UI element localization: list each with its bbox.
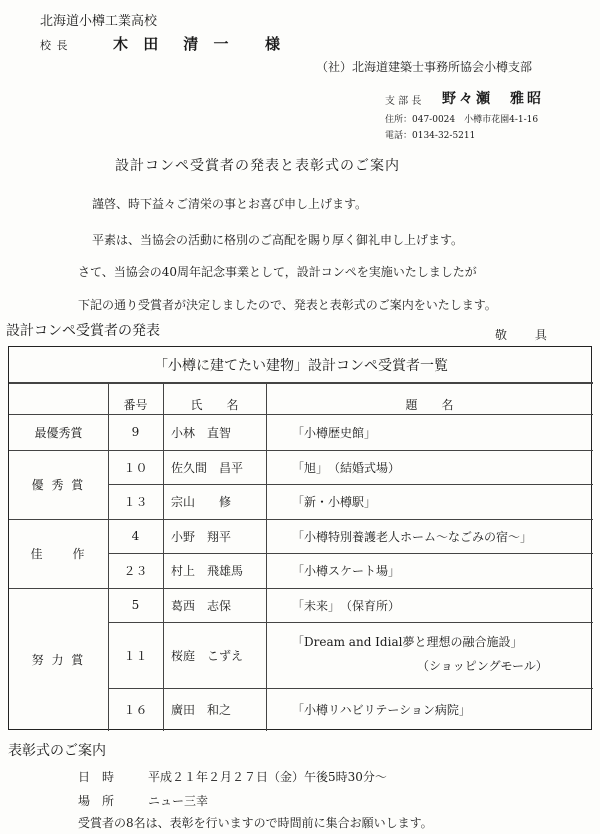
entry-number: １１ <box>123 648 148 663</box>
entry-number: 5 <box>131 598 140 612</box>
entry-name: 宗山 修 <box>171 495 232 509</box>
body-paragraph: 謹啓、時下益々ご清栄の事とお喜び申し上げます。 <box>92 197 368 211</box>
award-label: 努 力 賞 <box>31 653 86 667</box>
results-table <box>8 346 592 730</box>
letter-subject: 設計コンペ受賞者の発表と表彰式のご案内 <box>115 158 400 174</box>
ceremony-heading: 表彰式のご案内 <box>8 743 106 759</box>
award-label: 最優秀賞 <box>34 425 83 440</box>
recipient-title: 校 長 <box>40 39 69 52</box>
entry-title: 「Dream and Idial夢と理想の融合施設」 <box>292 634 523 649</box>
entry-name: 桜庭 こずえ <box>171 648 244 663</box>
entry-number: 9 <box>131 425 140 439</box>
sender-organization: （社）北海道建築士事務所協会小樽支部 <box>316 60 533 74</box>
recipient-honorific: 様 <box>265 35 281 53</box>
recipient-name: 木 田 清 一 <box>113 35 234 53</box>
entry-number: １６ <box>123 703 148 717</box>
award-label: 佳 作 <box>30 547 87 561</box>
sender-title: 支 部 長 <box>385 96 422 107</box>
entry-name: 葛西 志保 <box>171 598 232 613</box>
recipient-school: 北海道小樽工業高校 <box>40 14 158 29</box>
entry-title: 「小樽スケート場」 <box>292 564 401 578</box>
table-rule <box>9 382 593 384</box>
entry-name: 廣田 和之 <box>171 703 232 717</box>
sender-name: 野々瀬 雅昭 <box>442 91 544 107</box>
ceremony-place-value: ニュー三幸 <box>148 794 209 808</box>
body-paragraph: 下記の通り受賞者が決定しましたので、発表と表彰式のご案内をいたします。 <box>78 298 497 312</box>
announcement-heading: 設計コンペ受賞者の発表 <box>6 323 160 339</box>
body-paragraph: 平素は、当協会の活動に格別のご高配を賜り厚く御礼申し上げます。 <box>92 233 464 247</box>
sender-phone: 電話：0134-32-5211 <box>385 131 476 141</box>
sender-address: 住所：047-0024 小樽市花園4-1-16 <box>385 115 539 125</box>
ceremony-place-label: 場 所 <box>78 794 115 808</box>
header-title: 題 名 <box>405 397 454 412</box>
entry-number: １０ <box>123 460 148 475</box>
entry-title: 「小樽特別養護老人ホーム～なごみの宿～」 <box>292 529 533 544</box>
ceremony-note: 受賞者の8名は、表彰を行いますので時間前に集合お願いします。 <box>78 816 433 830</box>
header-name: 氏 名 <box>190 397 239 412</box>
ceremony-date-value: 平成２１年２月２７日（金）午後5時30分～ <box>148 770 387 784</box>
entry-number: ２３ <box>123 564 148 578</box>
entry-title: 「小樽リハビリテーション病院」 <box>292 703 471 717</box>
header-number: 番号 <box>123 397 148 412</box>
closing-keigu: 敬 具 <box>495 328 559 342</box>
ceremony-date-label: 日 時 <box>78 770 115 784</box>
entry-title: 「新・小樽駅」 <box>292 495 377 509</box>
entry-name: 佐久間 昌平 <box>171 460 244 475</box>
entry-subtitle: （ショッピングモール） <box>417 658 548 673</box>
entry-number: １３ <box>123 495 148 509</box>
entry-name: 小林 直智 <box>171 425 232 440</box>
entry-name: 小野 翔平 <box>171 529 232 544</box>
table-title: 「小樽に建てたい建物」設計コンペ受賞者一覧 <box>154 358 448 374</box>
entry-title: 「未来」 （保育所） <box>292 598 401 613</box>
entry-title: 「旭」 （結婚式場） <box>292 460 401 475</box>
award-label: 優 秀 賞 <box>31 478 86 492</box>
entry-number: 4 <box>131 529 140 543</box>
entry-name: 村上 飛雄馬 <box>171 564 244 578</box>
body-paragraph: さて、当協会の40周年記念事業として，設計コンペを実施いたしましたが <box>78 265 477 279</box>
entry-title: 「小樽歴史館」 <box>292 425 377 440</box>
